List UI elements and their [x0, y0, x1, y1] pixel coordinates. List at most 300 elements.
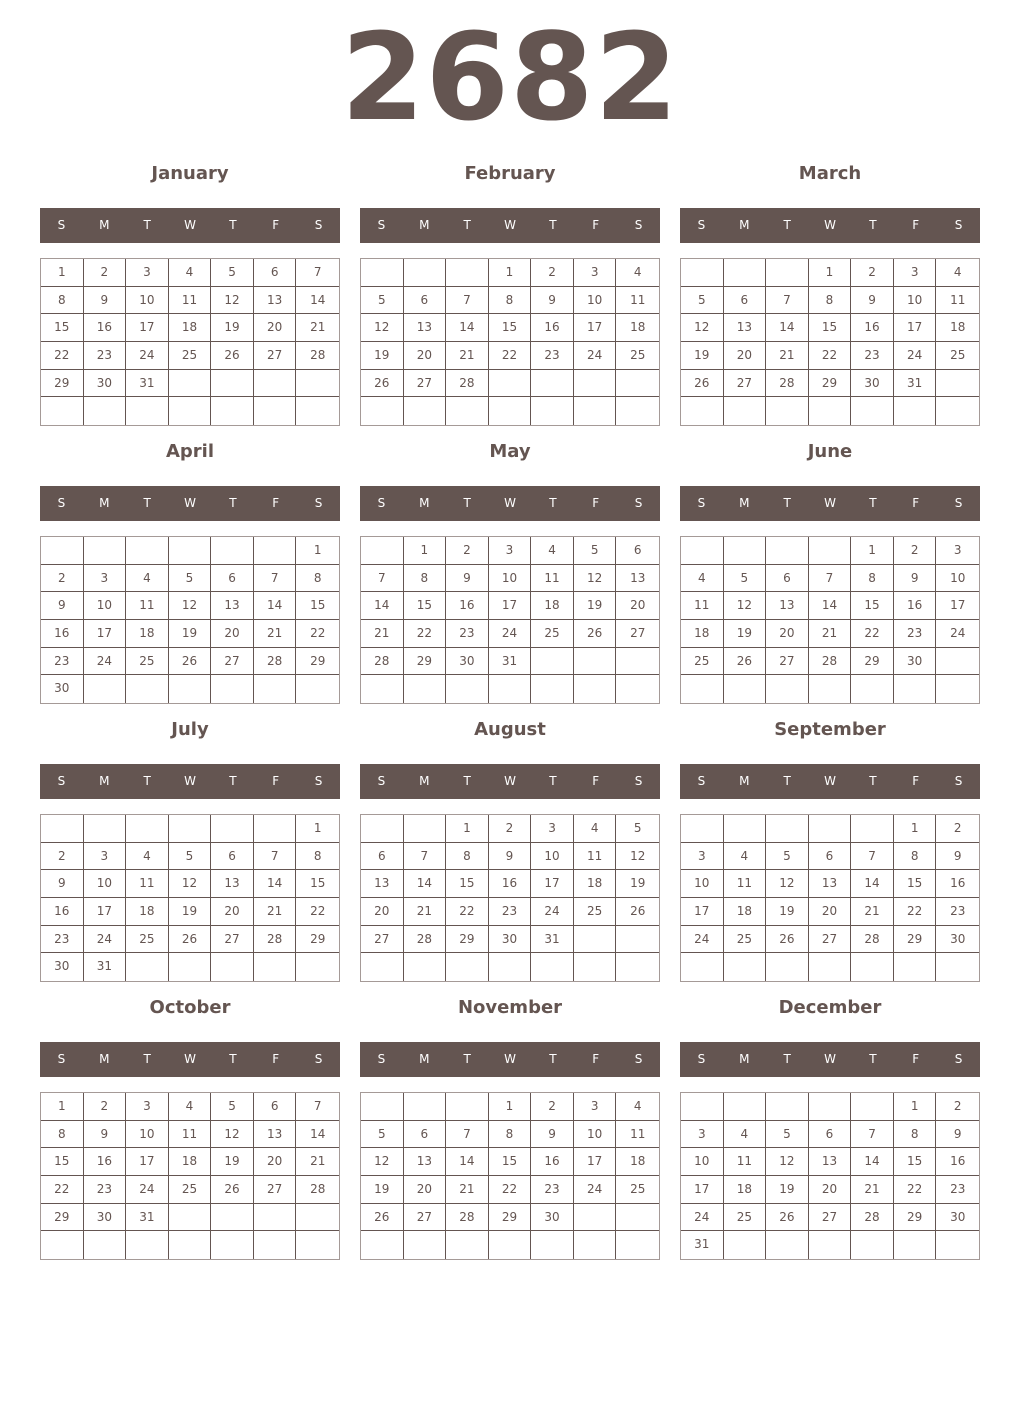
- day-cell: 28: [446, 1204, 489, 1232]
- day-cell: 27: [254, 342, 297, 370]
- weekday-label: T: [549, 218, 557, 232]
- empty-cell: [766, 1231, 809, 1259]
- weekday-header: [360, 764, 660, 799]
- weekday-header: [680, 1042, 980, 1077]
- empty-cell: [254, 953, 297, 981]
- weekday-label: S: [57, 1052, 66, 1066]
- weekday-label: S: [954, 218, 963, 232]
- empty-cell: [809, 397, 852, 425]
- day-cell: 3: [894, 259, 937, 287]
- day-cell: 27: [211, 926, 254, 954]
- weekday-label: T: [143, 774, 151, 788]
- day-cell: 15: [489, 314, 532, 342]
- empty-cell: [296, 1231, 339, 1259]
- weekday-label: T: [463, 218, 471, 232]
- day-cell: 24: [126, 342, 169, 370]
- empty-cell: [681, 815, 724, 843]
- empty-cell: [809, 1231, 852, 1259]
- day-cell: 21: [766, 342, 809, 370]
- day-grid: [680, 536, 980, 704]
- day-cell: 2: [446, 537, 489, 565]
- weekday-label: F: [272, 1052, 280, 1066]
- empty-cell: [169, 537, 212, 565]
- day-cell: 4: [574, 815, 617, 843]
- weekday-label: F: [592, 218, 600, 232]
- day-cell: 2: [84, 1093, 127, 1121]
- empty-cell: [681, 259, 724, 287]
- weekday-label: W: [824, 1052, 836, 1066]
- weekday-label: M: [739, 496, 750, 510]
- day-cell: 20: [724, 342, 767, 370]
- empty-cell: [489, 675, 532, 703]
- month-title: August: [474, 719, 546, 740]
- day-cell: 15: [489, 1148, 532, 1176]
- day-cell: 4: [936, 259, 979, 287]
- day-cell: 28: [361, 648, 404, 676]
- day-cell: 9: [489, 843, 532, 871]
- empty-cell: [936, 1231, 979, 1259]
- day-cell: 20: [361, 898, 404, 926]
- day-cell: 20: [809, 1176, 852, 1204]
- weekday-label: S: [314, 1052, 323, 1066]
- day-cell: 31: [126, 1204, 169, 1232]
- day-cell: 23: [894, 620, 937, 648]
- day-cell: 28: [296, 1176, 339, 1204]
- day-cell: 7: [254, 843, 297, 871]
- weekday-header: [360, 208, 660, 243]
- day-cell: 5: [724, 565, 767, 593]
- day-cell: 8: [296, 565, 339, 593]
- day-cell: 7: [404, 843, 447, 871]
- weekday-label: T: [229, 774, 237, 788]
- day-cell: 25: [126, 926, 169, 954]
- day-cell: 22: [404, 620, 447, 648]
- day-cell: 30: [894, 648, 937, 676]
- day-cell: 16: [894, 592, 937, 620]
- weekday-header: [680, 486, 980, 521]
- day-cell: 27: [404, 370, 447, 398]
- day-cell: 7: [766, 287, 809, 315]
- day-cell: 9: [851, 287, 894, 315]
- weekday-header: [40, 486, 340, 521]
- day-cell: 12: [361, 314, 404, 342]
- day-cell: 27: [616, 620, 659, 648]
- empty-cell: [126, 397, 169, 425]
- empty-cell: [936, 953, 979, 981]
- day-cell: 4: [681, 565, 724, 593]
- day-cell: 15: [41, 314, 84, 342]
- weekday-label: T: [869, 218, 877, 232]
- day-cell: 24: [84, 926, 127, 954]
- weekday-label: T: [143, 1052, 151, 1066]
- day-cell: 2: [851, 259, 894, 287]
- weekday-label: T: [463, 496, 471, 510]
- day-cell: 3: [681, 843, 724, 871]
- empty-cell: [126, 815, 169, 843]
- day-cell: 27: [724, 370, 767, 398]
- weekday-label: W: [824, 496, 836, 510]
- weekday-label: M: [739, 774, 750, 788]
- empty-cell: [211, 1231, 254, 1259]
- empty-cell: [41, 1231, 84, 1259]
- day-cell: 1: [446, 815, 489, 843]
- day-cell: 18: [169, 1148, 212, 1176]
- weekday-label: S: [697, 1052, 706, 1066]
- day-cell: 18: [616, 1148, 659, 1176]
- day-grid: [40, 258, 340, 426]
- day-cell: 11: [616, 1121, 659, 1149]
- empty-cell: [724, 397, 767, 425]
- day-cell: 2: [41, 843, 84, 871]
- empty-cell: [894, 953, 937, 981]
- day-cell: 27: [404, 1204, 447, 1232]
- day-cell: 3: [84, 565, 127, 593]
- day-cell: 10: [681, 1148, 724, 1176]
- empty-cell: [616, 1231, 659, 1259]
- day-cell: 6: [404, 287, 447, 315]
- day-cell: 25: [681, 648, 724, 676]
- day-cell: 2: [531, 1093, 574, 1121]
- weekday-label: M: [419, 774, 430, 788]
- empty-cell: [404, 815, 447, 843]
- day-cell: 26: [616, 898, 659, 926]
- empty-cell: [936, 648, 979, 676]
- empty-cell: [574, 370, 617, 398]
- weekday-label: S: [377, 774, 386, 788]
- day-cell: 3: [84, 843, 127, 871]
- day-cell: 17: [936, 592, 979, 620]
- day-cell: 4: [616, 259, 659, 287]
- day-cell: 10: [126, 1121, 169, 1149]
- month-title: April: [165, 441, 215, 462]
- day-cell: 13: [211, 592, 254, 620]
- day-cell: 9: [531, 287, 574, 315]
- day-cell: 18: [126, 620, 169, 648]
- empty-cell: [574, 397, 617, 425]
- empty-cell: [851, 1093, 894, 1121]
- weekday-label: T: [229, 218, 237, 232]
- day-cell: 14: [361, 592, 404, 620]
- weekday-label: S: [314, 774, 323, 788]
- day-cell: 7: [296, 259, 339, 287]
- day-cell: 17: [681, 1176, 724, 1204]
- empty-cell: [574, 926, 617, 954]
- empty-cell: [531, 648, 574, 676]
- day-cell: 5: [361, 1121, 404, 1149]
- empty-cell: [211, 1204, 254, 1232]
- weekday-header: [360, 486, 660, 521]
- weekday-label: W: [184, 774, 196, 788]
- day-cell: 19: [169, 898, 212, 926]
- empty-cell: [574, 953, 617, 981]
- empty-cell: [809, 953, 852, 981]
- day-cell: 9: [446, 565, 489, 593]
- day-cell: 23: [84, 342, 127, 370]
- empty-cell: [254, 397, 297, 425]
- day-cell: 28: [254, 926, 297, 954]
- empty-cell: [681, 1093, 724, 1121]
- day-cell: 29: [851, 648, 894, 676]
- day-cell: 17: [126, 314, 169, 342]
- day-cell: 12: [616, 843, 659, 871]
- day-cell: 23: [489, 898, 532, 926]
- day-cell: 20: [404, 1176, 447, 1204]
- day-cell: 1: [404, 537, 447, 565]
- day-grid: [680, 814, 980, 982]
- day-cell: 24: [126, 1176, 169, 1204]
- day-cell: 28: [851, 926, 894, 954]
- empty-cell: [254, 1231, 297, 1259]
- day-cell: 28: [296, 342, 339, 370]
- day-cell: 10: [574, 1121, 617, 1149]
- empty-cell: [41, 397, 84, 425]
- weekday-label: F: [592, 1052, 600, 1066]
- empty-cell: [851, 1231, 894, 1259]
- day-cell: 26: [169, 648, 212, 676]
- day-cell: 20: [211, 898, 254, 926]
- month-title: June: [807, 441, 853, 462]
- day-cell: 15: [851, 592, 894, 620]
- day-cell: 25: [169, 342, 212, 370]
- day-cell: 8: [41, 287, 84, 315]
- empty-cell: [446, 1093, 489, 1121]
- day-cell: 17: [84, 898, 127, 926]
- day-cell: 8: [404, 565, 447, 593]
- weekday-label: S: [377, 1052, 386, 1066]
- day-cell: 30: [936, 1204, 979, 1232]
- empty-cell: [41, 537, 84, 565]
- empty-cell: [809, 815, 852, 843]
- day-cell: 30: [851, 370, 894, 398]
- day-cell: 5: [574, 537, 617, 565]
- day-cell: 24: [489, 620, 532, 648]
- day-cell: 23: [531, 1176, 574, 1204]
- day-cell: 23: [936, 898, 979, 926]
- day-cell: 17: [574, 1148, 617, 1176]
- day-cell: 21: [851, 1176, 894, 1204]
- day-cell: 9: [936, 843, 979, 871]
- day-cell: 6: [211, 843, 254, 871]
- month-title: July: [171, 719, 209, 740]
- weekday-label: S: [697, 774, 706, 788]
- day-cell: 8: [489, 1121, 532, 1149]
- day-cell: 24: [574, 1176, 617, 1204]
- day-cell: 30: [41, 953, 84, 981]
- weekday-label: W: [184, 218, 196, 232]
- day-cell: 23: [41, 926, 84, 954]
- day-cell: 27: [809, 926, 852, 954]
- day-cell: 21: [446, 342, 489, 370]
- day-cell: 30: [41, 675, 84, 703]
- month-title: November: [457, 997, 563, 1018]
- day-cell: 25: [724, 1204, 767, 1232]
- weekday-label: S: [634, 1052, 643, 1066]
- day-cell: 26: [211, 1176, 254, 1204]
- day-cell: 7: [254, 565, 297, 593]
- day-grid: [40, 536, 340, 704]
- weekday-label: W: [504, 496, 516, 510]
- day-cell: 24: [531, 898, 574, 926]
- empty-cell: [809, 1093, 852, 1121]
- day-cell: 29: [296, 926, 339, 954]
- day-cell: 30: [489, 926, 532, 954]
- day-cell: 21: [254, 898, 297, 926]
- empty-cell: [84, 815, 127, 843]
- empty-cell: [84, 397, 127, 425]
- month-title: September: [774, 719, 886, 740]
- weekday-label: S: [377, 218, 386, 232]
- empty-cell: [616, 926, 659, 954]
- empty-cell: [404, 675, 447, 703]
- day-cell: 31: [489, 648, 532, 676]
- day-cell: 29: [894, 926, 937, 954]
- day-cell: 17: [894, 314, 937, 342]
- empty-cell: [936, 675, 979, 703]
- day-cell: 29: [41, 1204, 84, 1232]
- day-cell: 15: [446, 870, 489, 898]
- empty-cell: [126, 675, 169, 703]
- day-cell: 15: [296, 592, 339, 620]
- day-cell: 5: [211, 259, 254, 287]
- day-cell: 12: [724, 592, 767, 620]
- weekday-label: S: [57, 218, 66, 232]
- day-cell: 2: [489, 815, 532, 843]
- day-grid: [360, 258, 660, 426]
- empty-cell: [616, 953, 659, 981]
- day-cell: 26: [211, 342, 254, 370]
- day-cell: 10: [84, 592, 127, 620]
- day-cell: 12: [169, 870, 212, 898]
- day-cell: 6: [809, 1121, 852, 1149]
- day-cell: 22: [809, 342, 852, 370]
- day-cell: 24: [681, 1204, 724, 1232]
- empty-cell: [531, 1231, 574, 1259]
- empty-cell: [126, 537, 169, 565]
- empty-cell: [766, 815, 809, 843]
- weekday-label: F: [912, 496, 920, 510]
- empty-cell: [489, 953, 532, 981]
- day-cell: 2: [41, 565, 84, 593]
- day-cell: 19: [361, 342, 404, 370]
- day-cell: 11: [574, 843, 617, 871]
- day-cell: 8: [809, 287, 852, 315]
- day-cell: 19: [211, 1148, 254, 1176]
- day-cell: 13: [211, 870, 254, 898]
- day-cell: 5: [169, 565, 212, 593]
- day-cell: 29: [296, 648, 339, 676]
- empty-cell: [851, 675, 894, 703]
- empty-cell: [361, 675, 404, 703]
- empty-cell: [211, 370, 254, 398]
- weekday-label: S: [634, 774, 643, 788]
- empty-cell: [361, 259, 404, 287]
- day-cell: 19: [211, 314, 254, 342]
- day-cell: 22: [894, 898, 937, 926]
- day-cell: 1: [851, 537, 894, 565]
- weekday-label: S: [57, 496, 66, 510]
- day-cell: 14: [296, 287, 339, 315]
- day-cell: 10: [681, 870, 724, 898]
- empty-cell: [84, 537, 127, 565]
- day-cell: 11: [724, 870, 767, 898]
- day-cell: 17: [574, 314, 617, 342]
- day-cell: 13: [404, 1148, 447, 1176]
- day-cell: 30: [446, 648, 489, 676]
- day-cell: 12: [681, 314, 724, 342]
- day-cell: 21: [296, 1148, 339, 1176]
- month-title: October: [149, 997, 231, 1018]
- day-cell: 3: [531, 815, 574, 843]
- day-cell: 1: [894, 1093, 937, 1121]
- day-cell: 29: [404, 648, 447, 676]
- day-cell: 14: [296, 1121, 339, 1149]
- day-cell: 15: [41, 1148, 84, 1176]
- year-title: 2682: [341, 9, 679, 148]
- weekday-label: M: [739, 1052, 750, 1066]
- month-title: May: [489, 441, 531, 462]
- empty-cell: [404, 259, 447, 287]
- day-cell: 6: [766, 565, 809, 593]
- day-cell: 19: [169, 620, 212, 648]
- day-cell: 14: [809, 592, 852, 620]
- day-cell: 27: [361, 926, 404, 954]
- day-cell: 2: [936, 1093, 979, 1121]
- day-cell: 3: [574, 259, 617, 287]
- weekday-label: T: [549, 496, 557, 510]
- day-cell: 6: [616, 537, 659, 565]
- day-cell: 18: [936, 314, 979, 342]
- day-cell: 6: [724, 287, 767, 315]
- empty-cell: [531, 675, 574, 703]
- month-title: February: [464, 163, 556, 184]
- weekday-label: S: [377, 496, 386, 510]
- day-cell: 15: [296, 870, 339, 898]
- day-cell: 19: [616, 870, 659, 898]
- day-cell: 30: [936, 926, 979, 954]
- empty-cell: [446, 397, 489, 425]
- day-cell: 26: [681, 370, 724, 398]
- weekday-header: [680, 208, 980, 243]
- day-cell: 4: [126, 565, 169, 593]
- day-cell: 28: [404, 926, 447, 954]
- day-cell: 5: [361, 287, 404, 315]
- day-cell: 20: [809, 898, 852, 926]
- empty-cell: [724, 953, 767, 981]
- weekday-label: T: [143, 218, 151, 232]
- empty-cell: [296, 953, 339, 981]
- day-cell: 8: [41, 1121, 84, 1149]
- day-cell: 31: [84, 953, 127, 981]
- empty-cell: [851, 953, 894, 981]
- day-cell: 9: [936, 1121, 979, 1149]
- weekday-label: T: [549, 1052, 557, 1066]
- day-cell: 14: [254, 870, 297, 898]
- day-cell: 16: [41, 898, 84, 926]
- empty-cell: [361, 397, 404, 425]
- empty-cell: [211, 953, 254, 981]
- weekday-label: T: [869, 774, 877, 788]
- day-cell: 3: [936, 537, 979, 565]
- day-cell: 30: [84, 1204, 127, 1232]
- day-cell: 5: [211, 1093, 254, 1121]
- day-cell: 28: [446, 370, 489, 398]
- weekday-label: F: [272, 218, 280, 232]
- day-cell: 18: [126, 898, 169, 926]
- weekday-label: W: [824, 218, 836, 232]
- day-cell: 17: [489, 592, 532, 620]
- day-cell: 8: [296, 843, 339, 871]
- empty-cell: [851, 815, 894, 843]
